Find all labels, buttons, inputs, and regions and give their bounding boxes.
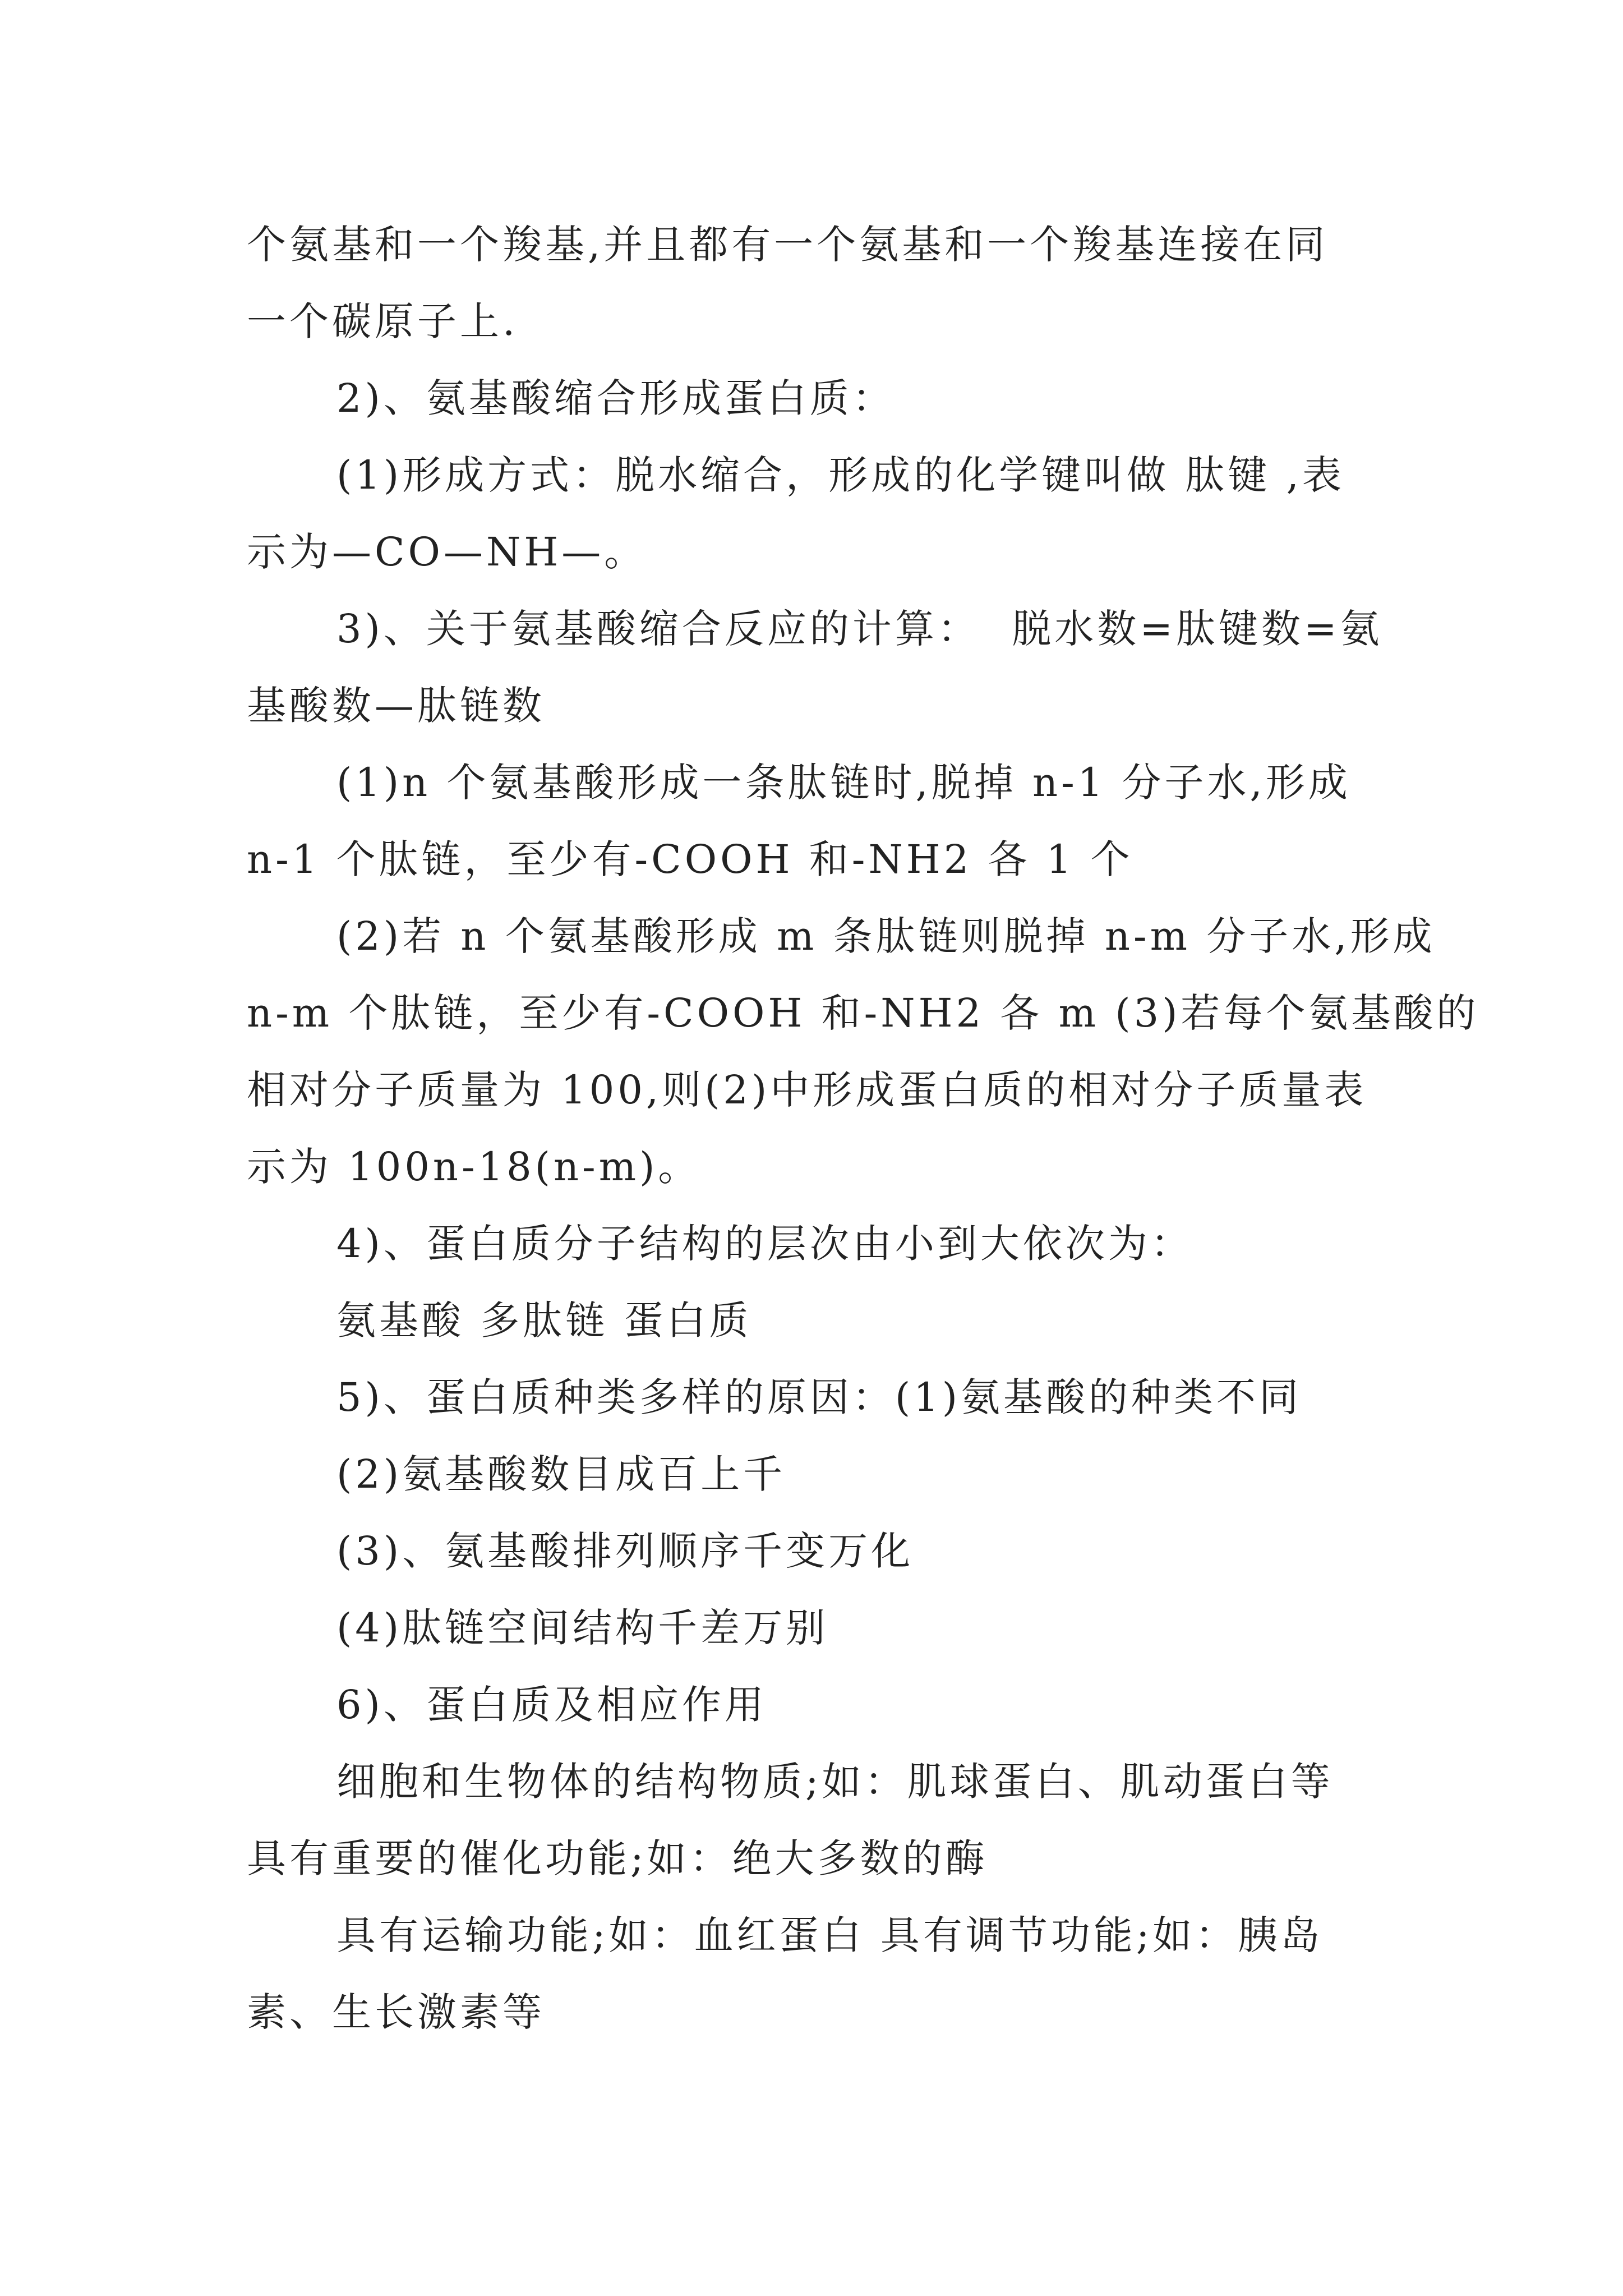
text-line: 6)、蛋白质及相应作用 (336, 1682, 767, 1728)
text-line: (1)形成方式：脱水缩合，形成的化学键叫做 肽键 ,表 (336, 452, 1345, 498)
text-line: (4)肽链空间结构千差万别 (336, 1605, 829, 1651)
text-line: 氨基酸 多肽链 蛋白质 (336, 1297, 752, 1343)
text-line: (2)氨基酸数目成百上千 (336, 1451, 786, 1497)
text-line: 相对分子质量为 100,则(2)中形成蛋白质的相对分子质量表 (247, 1067, 1367, 1113)
text-line: 基酸数—肽链数 (247, 683, 545, 729)
text-line: 5)、蛋白质种类多样的原因：(1)氨基酸的种类不同 (336, 1374, 1302, 1420)
document-body (247, 206, 1479, 2051)
text-line: (1)n 个氨基酸形成一条肽链时,脱掉 n-1 分子水,形成 (336, 760, 1351, 806)
text-line: 个氨基和一个羧基,并且都有一个氨基和一个羧基连接在同 (247, 222, 1329, 268)
text-line: 素、生长激素等 (247, 1989, 545, 2035)
text-line: 3)、关于氨基酸缩合反应的计算： 脱水数=肽键数=氨 (336, 606, 1383, 652)
text-line: n-m 个肽链，至少有-COOH 和-NH2 各 m (3)若每个氨基酸的 (247, 990, 1479, 1036)
text-line: (3)、氨基酸排列顺序千变万化 (336, 1528, 914, 1574)
text-line: 2)、氨基酸缩合形成蛋白质： (336, 375, 895, 421)
text-line: 细胞和生物体的结构物质;如：肌球蛋白、肌动蛋白等 (336, 1759, 1334, 1805)
text-line: 一个碳原子上. (247, 298, 519, 344)
text-line: (2)若 n 个氨基酸形成 m 条肽链则脱掉 n-m 分子水,形成 (336, 913, 1436, 959)
text-line: 具有运输功能;如：血红蛋白 具有调节功能;如：胰岛 (336, 1912, 1324, 1958)
text-line: 示为—CO—NH—。 (247, 529, 647, 575)
text-line: n-1 个肽链，至少有-COOH 和-NH2 各 1 个 (247, 836, 1133, 882)
text-line: 具有重要的催化功能;如：绝大多数的酶 (247, 1835, 988, 1881)
text-line: 4)、蛋白质分子结构的层次由小到大依次为： (336, 1221, 1193, 1267)
text-line: 示为 100n-18(n-m)。 (247, 1144, 701, 1190)
